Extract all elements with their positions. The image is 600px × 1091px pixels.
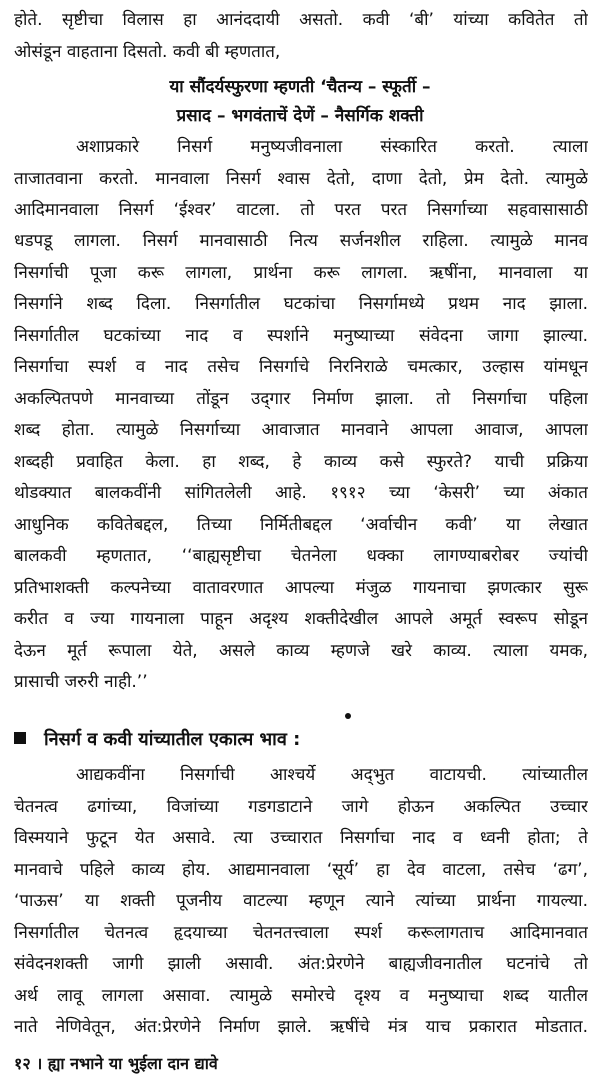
text-line: प्रासाची जरुरी नाही.’’ bbox=[14, 672, 148, 692]
text-line: नाते नेणिवेतून, अंत:प्रेरणेने निर्माण झाले. ऋषींचे मंत्र याच प्रकारात मोडतात. bbox=[14, 1017, 588, 1037]
text-line: अशाप्रकारे निसर्ग मनुष्यजीवनाला संस्कारित करतो. त्याला bbox=[76, 137, 588, 157]
text-line: थोडक्यात बालकवींनी सांगितलेली आहे. १९१२ च्या ‘केसरी’ च्या अंकात bbox=[14, 483, 588, 503]
page-footer: १२ । ह्या नभाने या भुईला दान द्यावे bbox=[14, 1054, 218, 1073]
text-line: चेतनत्व ढगांच्या, विजांच्या गडगडाटाने जागे होऊन अकल्पित उच्चार bbox=[14, 797, 588, 817]
poem-quote-line: या सौंदर्यस्फुरणा म्हणती ‘चैतन्य – स्फूर्ती – bbox=[169, 77, 431, 97]
text-line: आद्यकवींना निसर्गाची आश्चर्ये अद्‌भुत वाटायची. त्यांच्यातील bbox=[76, 765, 588, 785]
text-line: निसर्गातील घटकांच्या नाद व स्पर्शाने मनुष्याच्या संवेदना जागा झाल्या. bbox=[14, 326, 588, 346]
poem-quote-line: प्रसाद – भगवंताचें देणें – नैसर्गिक शक्ती bbox=[176, 106, 424, 126]
text-line: देऊन मूर्त रूपाला येते, असले काव्य म्हणजे खरे काव्य. त्याला यमक, bbox=[14, 641, 588, 661]
text-line: मानवाचे पहिले काव्य होय. आद्यमानवाला ‘सूर्य’ हा देव वाटला, तसेच ‘ढग’, bbox=[14, 860, 588, 880]
decorative-dot bbox=[345, 713, 351, 719]
section-heading-text: निसर्ग व कवी यांच्यातील एकात्म भाव : bbox=[44, 729, 301, 750]
text-line: बालकवी म्हणतात, ‘‘बाह्यसृष्टीचा चेतनेला धक्का लागण्याबरोबर ज्यांची bbox=[14, 546, 588, 566]
text-line: निसर्गाची पूजा करू लागला, प्रार्थना करू लागला. ऋषींना, मानवाला या bbox=[14, 263, 588, 283]
text-line: निसर्गाचा स्पर्श व नाद तसेच निसर्गाचे निरनिराळे चमत्कार, उल्हास यांमधून bbox=[14, 357, 588, 377]
section-heading bbox=[14, 726, 300, 754]
text-line: आधुनिक कवितेबद्दल, तिच्या निर्मितीबद्दल ‘अर्वाचीन कवी’ या लेखात bbox=[14, 515, 588, 535]
text-line: ओसंडून वाहताना दिसतो. कवी बी म्हणतात, bbox=[14, 42, 281, 62]
text-line: अकल्पितपणे मानवाच्या तोंडून उद्‌गार निर्माण झाला. तो निसर्गाचा पहिला bbox=[14, 389, 588, 409]
text-line: निसर्गाने शब्द दिला. निसर्गातील घटकांचा निसर्गामध्ये प्रथम नाद झाला. bbox=[14, 294, 588, 314]
square-bullet-icon bbox=[14, 732, 26, 744]
text-line: ताजातवाना करतो. मानवाला निसर्ग श्वास देतो, दाणा देतो, प्रेम देतो. त्यामुळे bbox=[14, 169, 588, 189]
text-line: ‘पाऊस’ या शक्ती पूजनीय वाटल्या म्हणून त्याने त्यांच्या प्रार्थना गायल्या. bbox=[14, 891, 588, 911]
text-line: शब्दही प्रवाहित केला. हा शब्द, हे काव्य कसे स्फुरते? याची प्रक्रिया bbox=[14, 452, 588, 472]
text-line: निसर्गातील चेतनत्व हृदयाच्या चेतनतत्त्वाला स्पर्श करूलागताच आदिमानवात bbox=[14, 923, 588, 943]
text-line: प्रतिभाशक्ती कल्पनेच्या वातावरणात आपल्या मंजुळ गायनाचा झणत्कार सुरू bbox=[14, 578, 588, 598]
text-line: आदिमानवाला निसर्ग ‘ईश्वर’ वाटला. तो परत परत निसर्गाच्या सहवासासाठी bbox=[14, 200, 588, 220]
text-line: अर्थ लावू लागला असावा. त्यामुळे समोरचे दृश्य व मनुष्याचा शब्द यातील bbox=[14, 986, 588, 1006]
text-line: शब्द होता. त्यामुळे निसर्गाच्या आवाजात मानवाने आपला आवाज, आपला bbox=[14, 420, 588, 440]
text-line: होते. सृष्टीचा विलास हा आनंददायी असतो. कवी ‘बी’ यांच्या कवितेत तो bbox=[14, 10, 588, 30]
text-line: संवेदनशक्ती जागी झाली असावी. अंत:प्रेरणेने बाह्यजीवनातील घटनांचे तो bbox=[14, 954, 588, 974]
text-line: विस्मयाने फुटून येत असावे. त्या उच्चारात निसर्गाचा नाद व ध्वनी होता; ते bbox=[14, 828, 588, 848]
text-line: करीत व ज्या गायनाला पाहून अदृश्य शक्तीदेखील आपले अमूर्त स्वरूप सोडून bbox=[14, 609, 588, 629]
text-line: धडपडू लागला. निसर्ग मानवासाठी नित्य सर्जनशील राहिला. त्यामुळे मानव bbox=[14, 231, 588, 251]
